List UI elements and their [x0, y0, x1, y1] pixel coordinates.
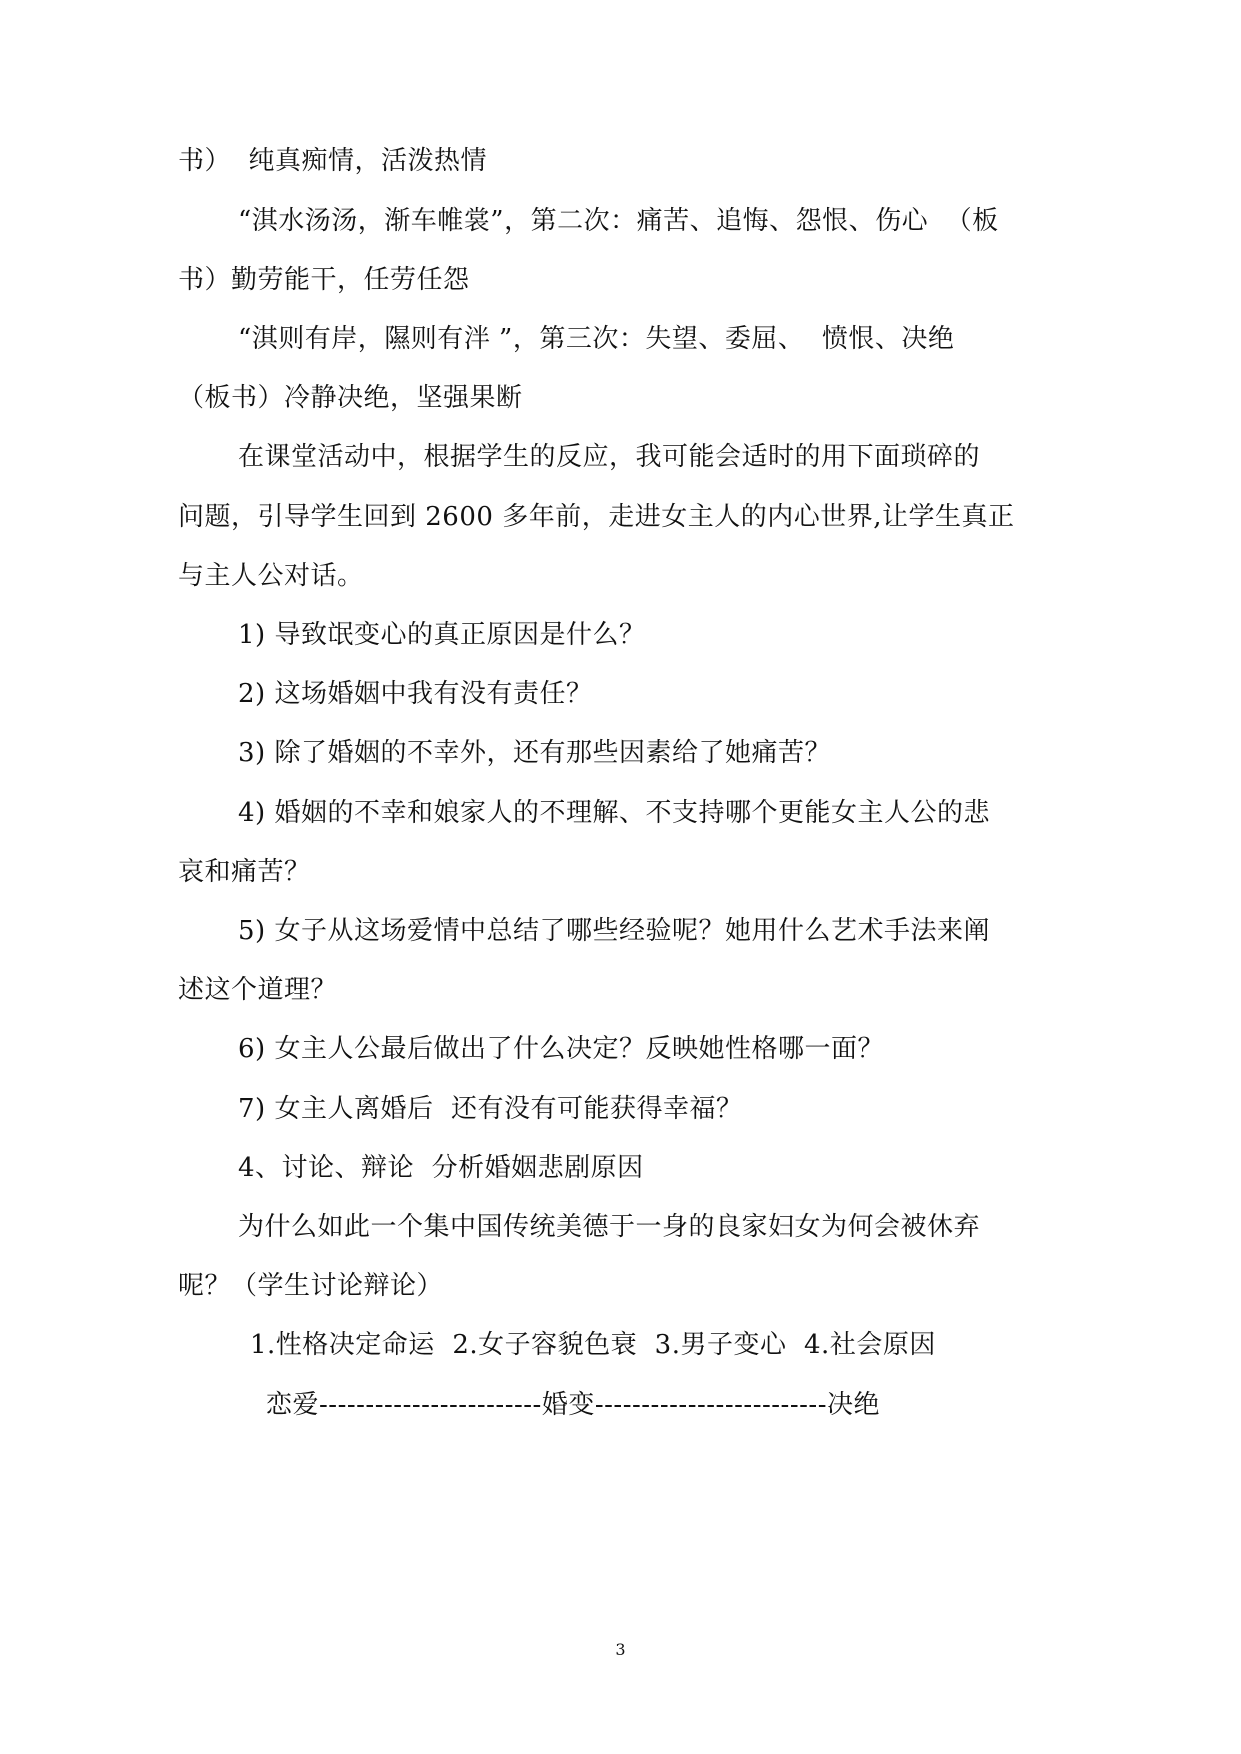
- text-line: 书） 纯真痴情，活泼热情: [178, 146, 488, 176]
- text-line: 为什么如此一个集中国传统美德于一身的良家妇女为何会被休弃: [238, 1212, 981, 1242]
- text-line: 问题，引导学生回到 2600 多年前，走进女主人的内心世界,让学生真正: [178, 502, 1015, 532]
- text-line: “淇水汤汤，渐车帷裳”，第二次：痛苦、追悔、怨恨、伤心 （板: [238, 206, 999, 236]
- text-line: 在课堂活动中，根据学生的反应，我可能会适时的用下面琐碎的: [238, 442, 981, 472]
- text-line: 哀和痛苦？: [178, 857, 311, 887]
- text-line: 5) 女子从这场爱情中总结了哪些经验呢？她用什么艺术手法来阐: [238, 916, 990, 946]
- page-number: 3: [615, 1640, 626, 1659]
- text-line: 2) 这场婚姻中我有没有责任？: [238, 679, 593, 709]
- text-line: 恋爱------------------------婚变-------------------------决绝: [266, 1390, 880, 1420]
- text-line: “淇则有岸，隰则有泮 ”，第三次：失望、委屈、 愤恨、决绝: [238, 324, 955, 354]
- text-line: 与主人公对话。: [178, 561, 364, 591]
- text-line: 6) 女主人公最后做出了什么决定？反映她性格哪一面？: [238, 1034, 884, 1064]
- text-line: 4) 婚姻的不幸和娘家人的不理解、不支持哪个更能女主人公的悲: [238, 798, 990, 828]
- text-line: 7) 女主人离婚后 还有没有可能获得幸福？: [238, 1094, 743, 1124]
- section-heading: 4、讨论、辩论 分析婚姻悲剧原因: [238, 1153, 644, 1183]
- text-line: 书）勤劳能干，任劳任怨: [178, 265, 470, 295]
- text-line: 1) 导致氓变心的真正原因是什么？: [238, 620, 646, 650]
- text-line: 述这个道理？: [178, 975, 338, 1005]
- text-line: 1.性格决定命运 2.女子容貌色衰 3.男子变心 4.社会原因: [250, 1330, 936, 1360]
- text-line: （板书）冷静决绝，坚强果断: [178, 383, 523, 413]
- text-line: 3) 除了婚姻的不幸外，还有那些因素给了她痛苦？: [238, 738, 831, 768]
- text-line: 呢？（学生讨论辩论）: [178, 1271, 444, 1301]
